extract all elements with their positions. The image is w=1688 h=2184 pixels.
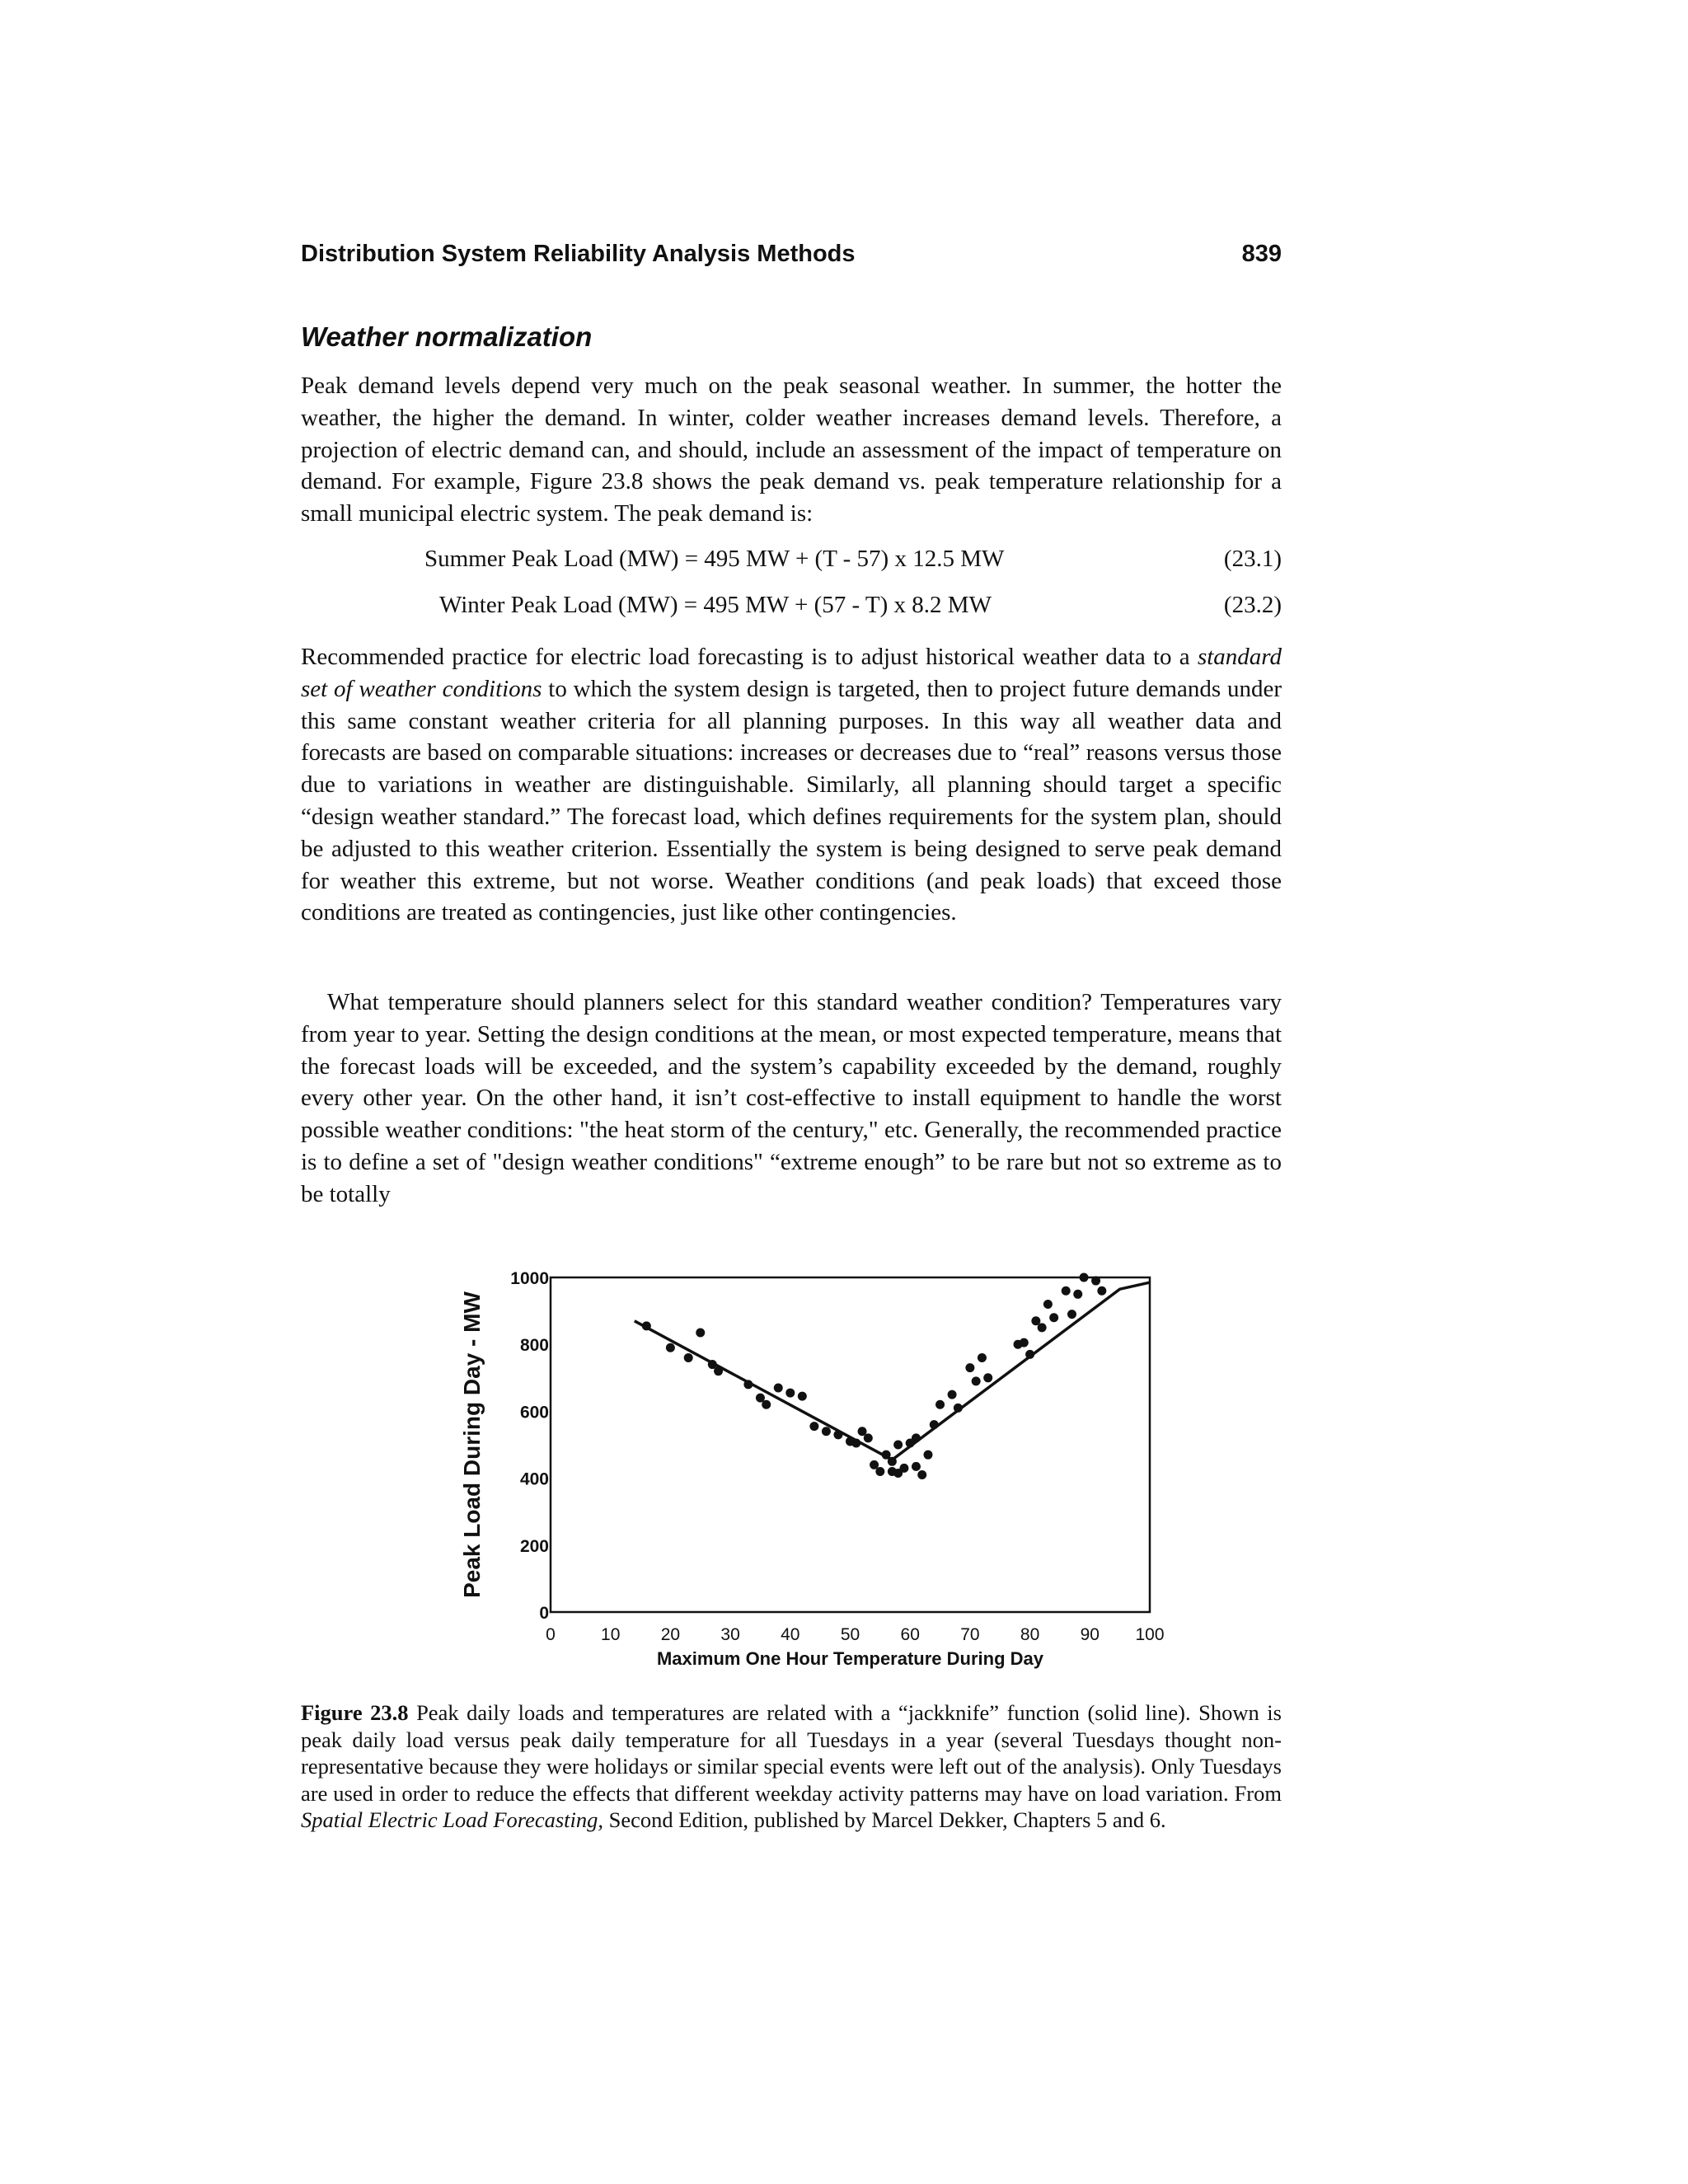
- y-tick-label: 1000: [510, 1269, 549, 1288]
- data-point: [983, 1373, 992, 1382]
- data-point: [822, 1427, 831, 1436]
- data-point: [774, 1383, 783, 1392]
- data-point: [696, 1328, 705, 1337]
- equation-number: (23.2): [1223, 592, 1282, 618]
- x-tick-label: 30: [720, 1625, 740, 1644]
- chart-ticks: [510, 1269, 1164, 1644]
- data-point: [917, 1470, 926, 1479]
- y-tick-label: 400: [519, 1469, 549, 1489]
- x-tick-label: 70: [960, 1625, 980, 1644]
- data-point: [864, 1433, 873, 1442]
- emphasis-text: standard set of weather conditions: [301, 644, 1282, 702]
- data-point: [912, 1462, 921, 1471]
- body-text: to which the system design is targeted, then to project future demands under this same constant weather criteria for all planning purposes. In this way all weather data and forecasts are based on comparable situations: increases or decreases due to “real” reasons versus those due to variations in weather are distinguishable. Similarly, all planning should target a specific “design weather standard.” The forecast load, which defines requirements for the system plan, should be adjusted to this weather criterion. Essentially the system is being designed to serve peak demand for weather this extreme, but not worse. Weather conditions (and peak loads) that exceed those conditions are treated as contingencies, just like other contingencies.: [301, 675, 1282, 926]
- caption-text: Second Edition, published by Marcel Dekker, Chapters 5 and 6.: [603, 1807, 1166, 1832]
- data-point: [965, 1363, 974, 1372]
- data-point: [1080, 1273, 1089, 1282]
- x-tick-label: 40: [781, 1625, 800, 1644]
- data-point: [1073, 1290, 1082, 1299]
- data-point: [924, 1451, 933, 1460]
- running-title: Distribution System Reliability Analysis Methods: [301, 241, 856, 267]
- x-axis-label: Maximum One Hour Temperature During Day: [656, 1648, 1044, 1669]
- data-point: [762, 1400, 771, 1409]
- equation-text: Summer Peak Load (MW) = 495 MW + (T - 57) x 12.5 MW: [424, 546, 1005, 572]
- section-heading: Weather normalization: [301, 321, 593, 352]
- data-point: [809, 1422, 818, 1431]
- caption-text: Peak daily loads and temperatures are related with a “jackknife” function (solid line). Shown is peak daily load versus peak daily temperature for all Tuesdays in a year (several Tuesdays thought non-representative because they were holidays or similar special events were left out of the analysis). Only Tuesdays are used in order to reduce the effects that different weekday activity patterns may have on load variation. From: [301, 1700, 1282, 1806]
- data-point: [1038, 1323, 1047, 1332]
- x-tick-label: 0: [546, 1625, 556, 1644]
- y-tick-label: 600: [519, 1403, 549, 1422]
- data-point: [1091, 1277, 1100, 1286]
- body-text: Recommended practice for electric load forecasting is to adjust historical weather data to a: [301, 644, 1198, 670]
- data-point: [1049, 1313, 1058, 1322]
- y-axis-label: Peak Load During Day - MW: [459, 1291, 485, 1598]
- x-tick-label: 60: [900, 1625, 920, 1644]
- running-header: [301, 241, 1282, 274]
- x-tick-label: 10: [601, 1625, 621, 1644]
- x-tick-label: 90: [1080, 1625, 1100, 1644]
- chart-points: [642, 1273, 1107, 1480]
- data-point: [1067, 1310, 1076, 1319]
- equation-number: (23.1): [1223, 546, 1282, 572]
- data-point: [948, 1390, 957, 1399]
- data-point: [875, 1467, 884, 1476]
- data-point: [684, 1353, 693, 1362]
- equation-winter-peak-load: [301, 592, 1282, 625]
- figure-23-8: [429, 1253, 1187, 1681]
- equation-text: Winter Peak Load (MW) = 495 MW + (57 - T) x 8.2 MW: [439, 592, 992, 618]
- data-point: [899, 1464, 908, 1473]
- scatter-chart: [429, 1253, 1187, 1681]
- y-tick-label: 0: [539, 1604, 549, 1623]
- caption-emphasis: Spatial Electric Load Forecasting,: [301, 1807, 604, 1832]
- chart-fit-line: [635, 1282, 1150, 1460]
- data-point: [1020, 1338, 1029, 1347]
- data-point: [1062, 1286, 1071, 1296]
- data-point: [1097, 1286, 1106, 1296]
- x-tick-label: 100: [1135, 1625, 1165, 1644]
- jackknife-fit-line: [635, 1282, 1150, 1460]
- figure-caption: [301, 1699, 1282, 1834]
- body-paragraph: What temperature should planners select for this standard weather condition? Temperatures vary from year to year. Setting the design conditions at the mean, or most expected temperature, means that the forecast loads will be exceeded, and the system’s capability exceeded by the demand, roughly every other year. On the other hand, it isn’t cost-effective to install equipment to handle the worst possible weather conditions: "the heat storm of the century," etc. Generally, the recommended practice is to define a set of "design weather conditions" “extreme enough” to be rare but not so extreme as to be totally: [301, 989, 1282, 1207]
- data-point: [935, 1400, 945, 1409]
- data-point: [893, 1441, 903, 1450]
- y-tick-label: 200: [519, 1536, 549, 1556]
- x-tick-label: 50: [840, 1625, 860, 1644]
- y-tick-label: 800: [519, 1336, 549, 1356]
- page-number: 839: [1241, 241, 1282, 267]
- data-point: [972, 1376, 981, 1385]
- x-tick-label: 20: [660, 1625, 681, 1644]
- caption-label: Figure 23.8: [301, 1700, 409, 1725]
- data-point: [1043, 1300, 1053, 1309]
- data-point: [798, 1392, 807, 1401]
- body-paragraph: [301, 641, 1282, 929]
- data-point: [666, 1343, 675, 1352]
- body-paragraph: Peak demand levels depend very much on the peak seasonal weather. In summer, the hotter the weather, the higher the demand. In winter, colder weather increases demand levels. Therefore, a projection of electric demand can, and should, include an assessment of the impact of temperature on demand. For example, Figure 23.8 shows the peak demand vs. peak temperature relationship for a small municipal electric system. The peak demand is:: [301, 373, 1282, 527]
- data-point: [978, 1353, 987, 1362]
- equation-summer-peak-load: [301, 546, 1282, 579]
- x-tick-label: 80: [1020, 1625, 1040, 1644]
- data-point: [785, 1389, 795, 1398]
